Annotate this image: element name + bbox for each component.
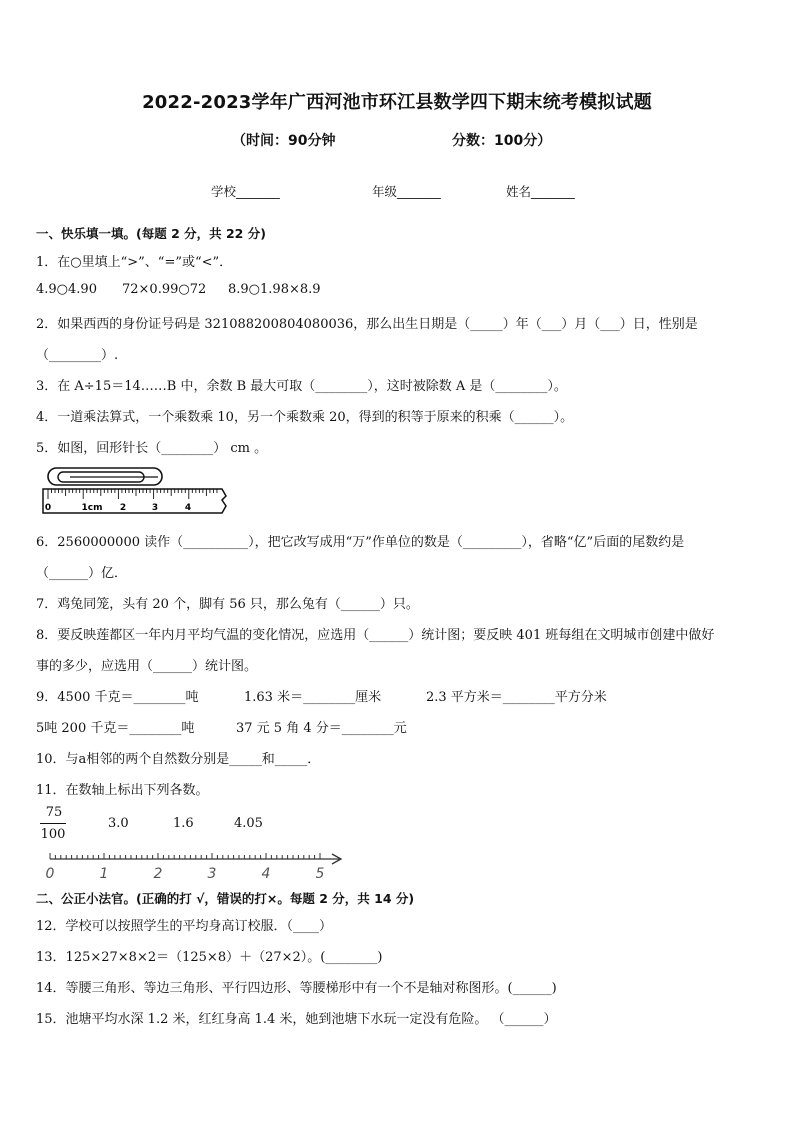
question-11: 11．在数轴上标出下列各数。 [36, 783, 209, 798]
ruler-label-0: 0 [44, 503, 52, 513]
question-9d: 5吨 200 千克＝________吨 [36, 721, 195, 736]
question-9b: 1.63 米＝________厘米 [244, 690, 382, 705]
exam-score: 分数：100分） [452, 133, 552, 149]
fraction-numerator: 75 [45, 805, 63, 820]
grade-field: 年级_______ [372, 184, 441, 199]
section-2-heading: 二、公正小法官。(正确的打 √，错误的打×。每题 2 分，共 14 分) [36, 891, 415, 906]
ruler-label-2: 2 [119, 503, 127, 513]
question-1a: 4.9○4.90 [36, 282, 97, 297]
question-15: 15．池塘平均水深 1.2 米，红红身高 1.4 米，她到池塘下水玩一定没有危险。 （______） [36, 1012, 557, 1027]
question-2-line2: （________）. [36, 348, 119, 363]
question-6-line2: （______）亿． [36, 566, 128, 581]
question-7: 7．鸡兔同笼，头有 20 个，脚有 56 只，那么兔有（______）只。 [36, 597, 419, 612]
paperclip-icon [48, 468, 162, 485]
number-3-0: 3.0 [108, 816, 129, 831]
fraction-bar [40, 823, 66, 824]
name-field: 姓名_______ [506, 184, 575, 199]
question-2-line1: 2．如果西西的身份证号码是 321088200804080036，那么出生日期是（_____）年（___）月（___）日，性别是 [36, 317, 698, 332]
question-3: 3．在 A÷15＝14……B 中，余数 B 最大可取（________），这时被除数 A 是（________）。 [36, 379, 567, 394]
number-line [40, 848, 350, 884]
number-4-05: 4.05 [234, 816, 263, 831]
question-5: 5．如图，回形针长（________） cm 。 [36, 441, 268, 456]
ruler-label-4: 4 [184, 503, 192, 513]
axis-label-1: 1 [99, 866, 109, 882]
question-9a: 9．4500 千克＝________吨 [36, 690, 199, 705]
question-12: 12．学校可以按照学生的平均身高订校服．（____） [36, 919, 333, 934]
axis-label-2: 2 [153, 866, 163, 882]
exam-time: （时间：90分钟 [232, 133, 336, 149]
question-1c: 8.9○1.98×8.9 [228, 282, 321, 297]
question-6-line1: 6．2560000000 读作（__________），把它改写成用“万”作单位的数是（_________），省略“亿”后面的尾数约是 [36, 535, 685, 550]
page-title: 2022-2023学年广西河池市环江县数学四下期末统考模拟试题 [142, 92, 652, 113]
question-1: 1．在○里填上“>”、“=”或“<”． [36, 255, 233, 270]
question-8-line2: 事的多少，应选用（______）统计图。 [36, 659, 258, 674]
question-8-line1: 8．要反映莲都区一年内月平均气温的变化情况，应选用（______）统计图；要反映 401 班每组在文明城市创建中做好 [36, 628, 715, 643]
axis-label-4: 4 [261, 866, 271, 882]
axis-label-5: 5 [315, 866, 325, 882]
question-10: 10．与a相邻的两个自然数分别是_____和_____． [36, 752, 321, 767]
school-field: 学校_______ [211, 184, 280, 199]
question-9e: 37 元 5 角 4 分＝________元 [236, 721, 407, 736]
section-1-heading: 一、快乐填一填。(每题 2 分，共 22 分) [36, 226, 266, 241]
number-line-ticks [50, 853, 320, 859]
paperclip-ruler-figure [40, 464, 230, 516]
question-13: 13．125×27×8×2＝（125×8）＋（27×2）。(________) [36, 950, 383, 965]
question-4: 4．一道乘法算式，一个乘数乘 10，另一个乘数乘 20，得到的积等于原来的积乘（______）。 [36, 410, 574, 425]
ruler-body [43, 489, 226, 513]
question-1b: 72×0.99○72 [122, 282, 207, 297]
ruler-label-3: 3 [151, 503, 159, 513]
axis-label-3: 3 [207, 866, 217, 882]
ruler-label-1: 1cm [81, 503, 103, 513]
question-9c: 2.3 平方米＝________平方分米 [426, 690, 607, 705]
number-1-6: 1.6 [173, 816, 194, 831]
fraction-denominator: 100 [40, 827, 66, 842]
question-14: 14．等腰三角形、等边三角形、平行四边形、等腰梯形中有一个不是轴对称图形。(______) [36, 981, 557, 996]
axis-label-0: 0 [45, 866, 55, 882]
